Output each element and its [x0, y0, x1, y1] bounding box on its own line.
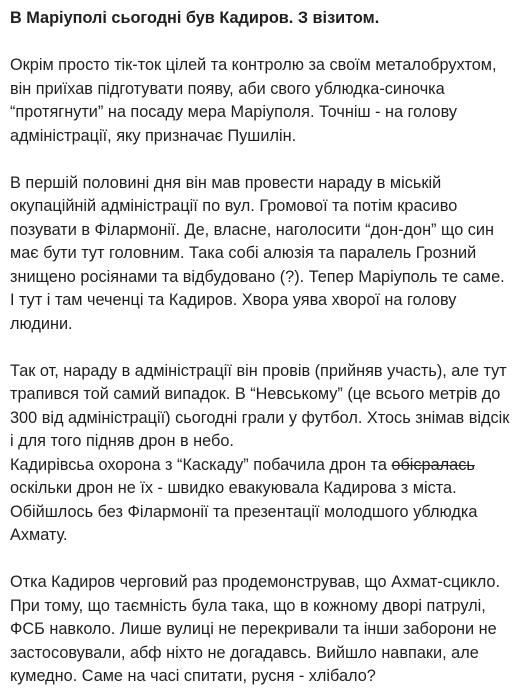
text-line: застосовували, абф ніхто не догадавсь. Вийшло навпаки, але	[10, 643, 479, 662]
text-line: При тому, що таємність була така, що в кожному дворі патрулі,	[10, 596, 486, 615]
text-line: ФСБ навколо. Лише вулиці не перекривали та інши заборони не	[10, 620, 497, 638]
text-line: трапився той самий випадок. В “Невському” (це всього метрів до	[10, 385, 501, 403]
post-paragraph-1	[10, 54, 516, 148]
text-line: окупаційній адміністрації по вул. Громової та потім красиво	[10, 197, 458, 215]
text-line: “протягнути” на посаду мера Маріуполя. Точніш - на голову	[10, 103, 458, 121]
text-line: позувати в Філармонії. Де, власне, наголосити “дон-дон” що син	[10, 220, 495, 239]
text-line: знищено росіянами та відбудовано (?). Тепер Маріуполь те саме.	[10, 267, 505, 286]
text-line	[10, 454, 516, 478]
strikethrough-text: обісралась	[391, 455, 475, 474]
post-title: В Маріуполі сьогодні був Кадиров. З візитом.	[10, 9, 380, 27]
post-paragraph-4	[10, 571, 516, 689]
text-line: Обійшлось без Філармонії та презентації молодшого ублюдка	[10, 502, 478, 521]
text-line: людини.	[10, 314, 73, 333]
text-line: В першій половині дня він мав провести нараду в міській	[10, 173, 442, 192]
text-line: кумедно. Саме на часі спитати, русня - хлібало?	[10, 667, 376, 685]
text-line: Так от, нараду в адміністрації він провів (прийняв участь), але тут	[10, 361, 507, 380]
text-segment: Кадирівсьа охорона з “Каскаду” побачила дрон та	[10, 455, 392, 474]
text-line: Ахмату.	[10, 526, 68, 544]
text-line: І тут і там чеченці та Кадиров. Хвора уява хворої на голову	[10, 291, 457, 309]
text-line: має бути тут головним. Така собі алюзія та паралель Грозний	[10, 244, 477, 262]
text-line: він приїхав підготувати появу, аби свого ублюдка-синочка	[10, 79, 445, 98]
post-paragraph-2	[10, 172, 516, 337]
text-line: Отка Кадиров черговий раз продемонстрував, що Ахмат-сцикло.	[10, 573, 500, 591]
text-line: Окрім просто тік-ток цілей та контролю за своїм металобрухтом,	[10, 56, 497, 74]
text-line: адміністрації, яку призначає Пушилін.	[10, 126, 297, 145]
text-line: 300 від адміністрації) сьогодні грали у футбол. Хтось знімав відсік	[10, 408, 510, 427]
post-paragraph-3	[10, 360, 516, 548]
text-line: оскільки дрон не їх - швидко евакуювала Кадирова з міста.	[10, 479, 457, 497]
text-line: і для того підняв дрон в небо.	[10, 432, 234, 450]
